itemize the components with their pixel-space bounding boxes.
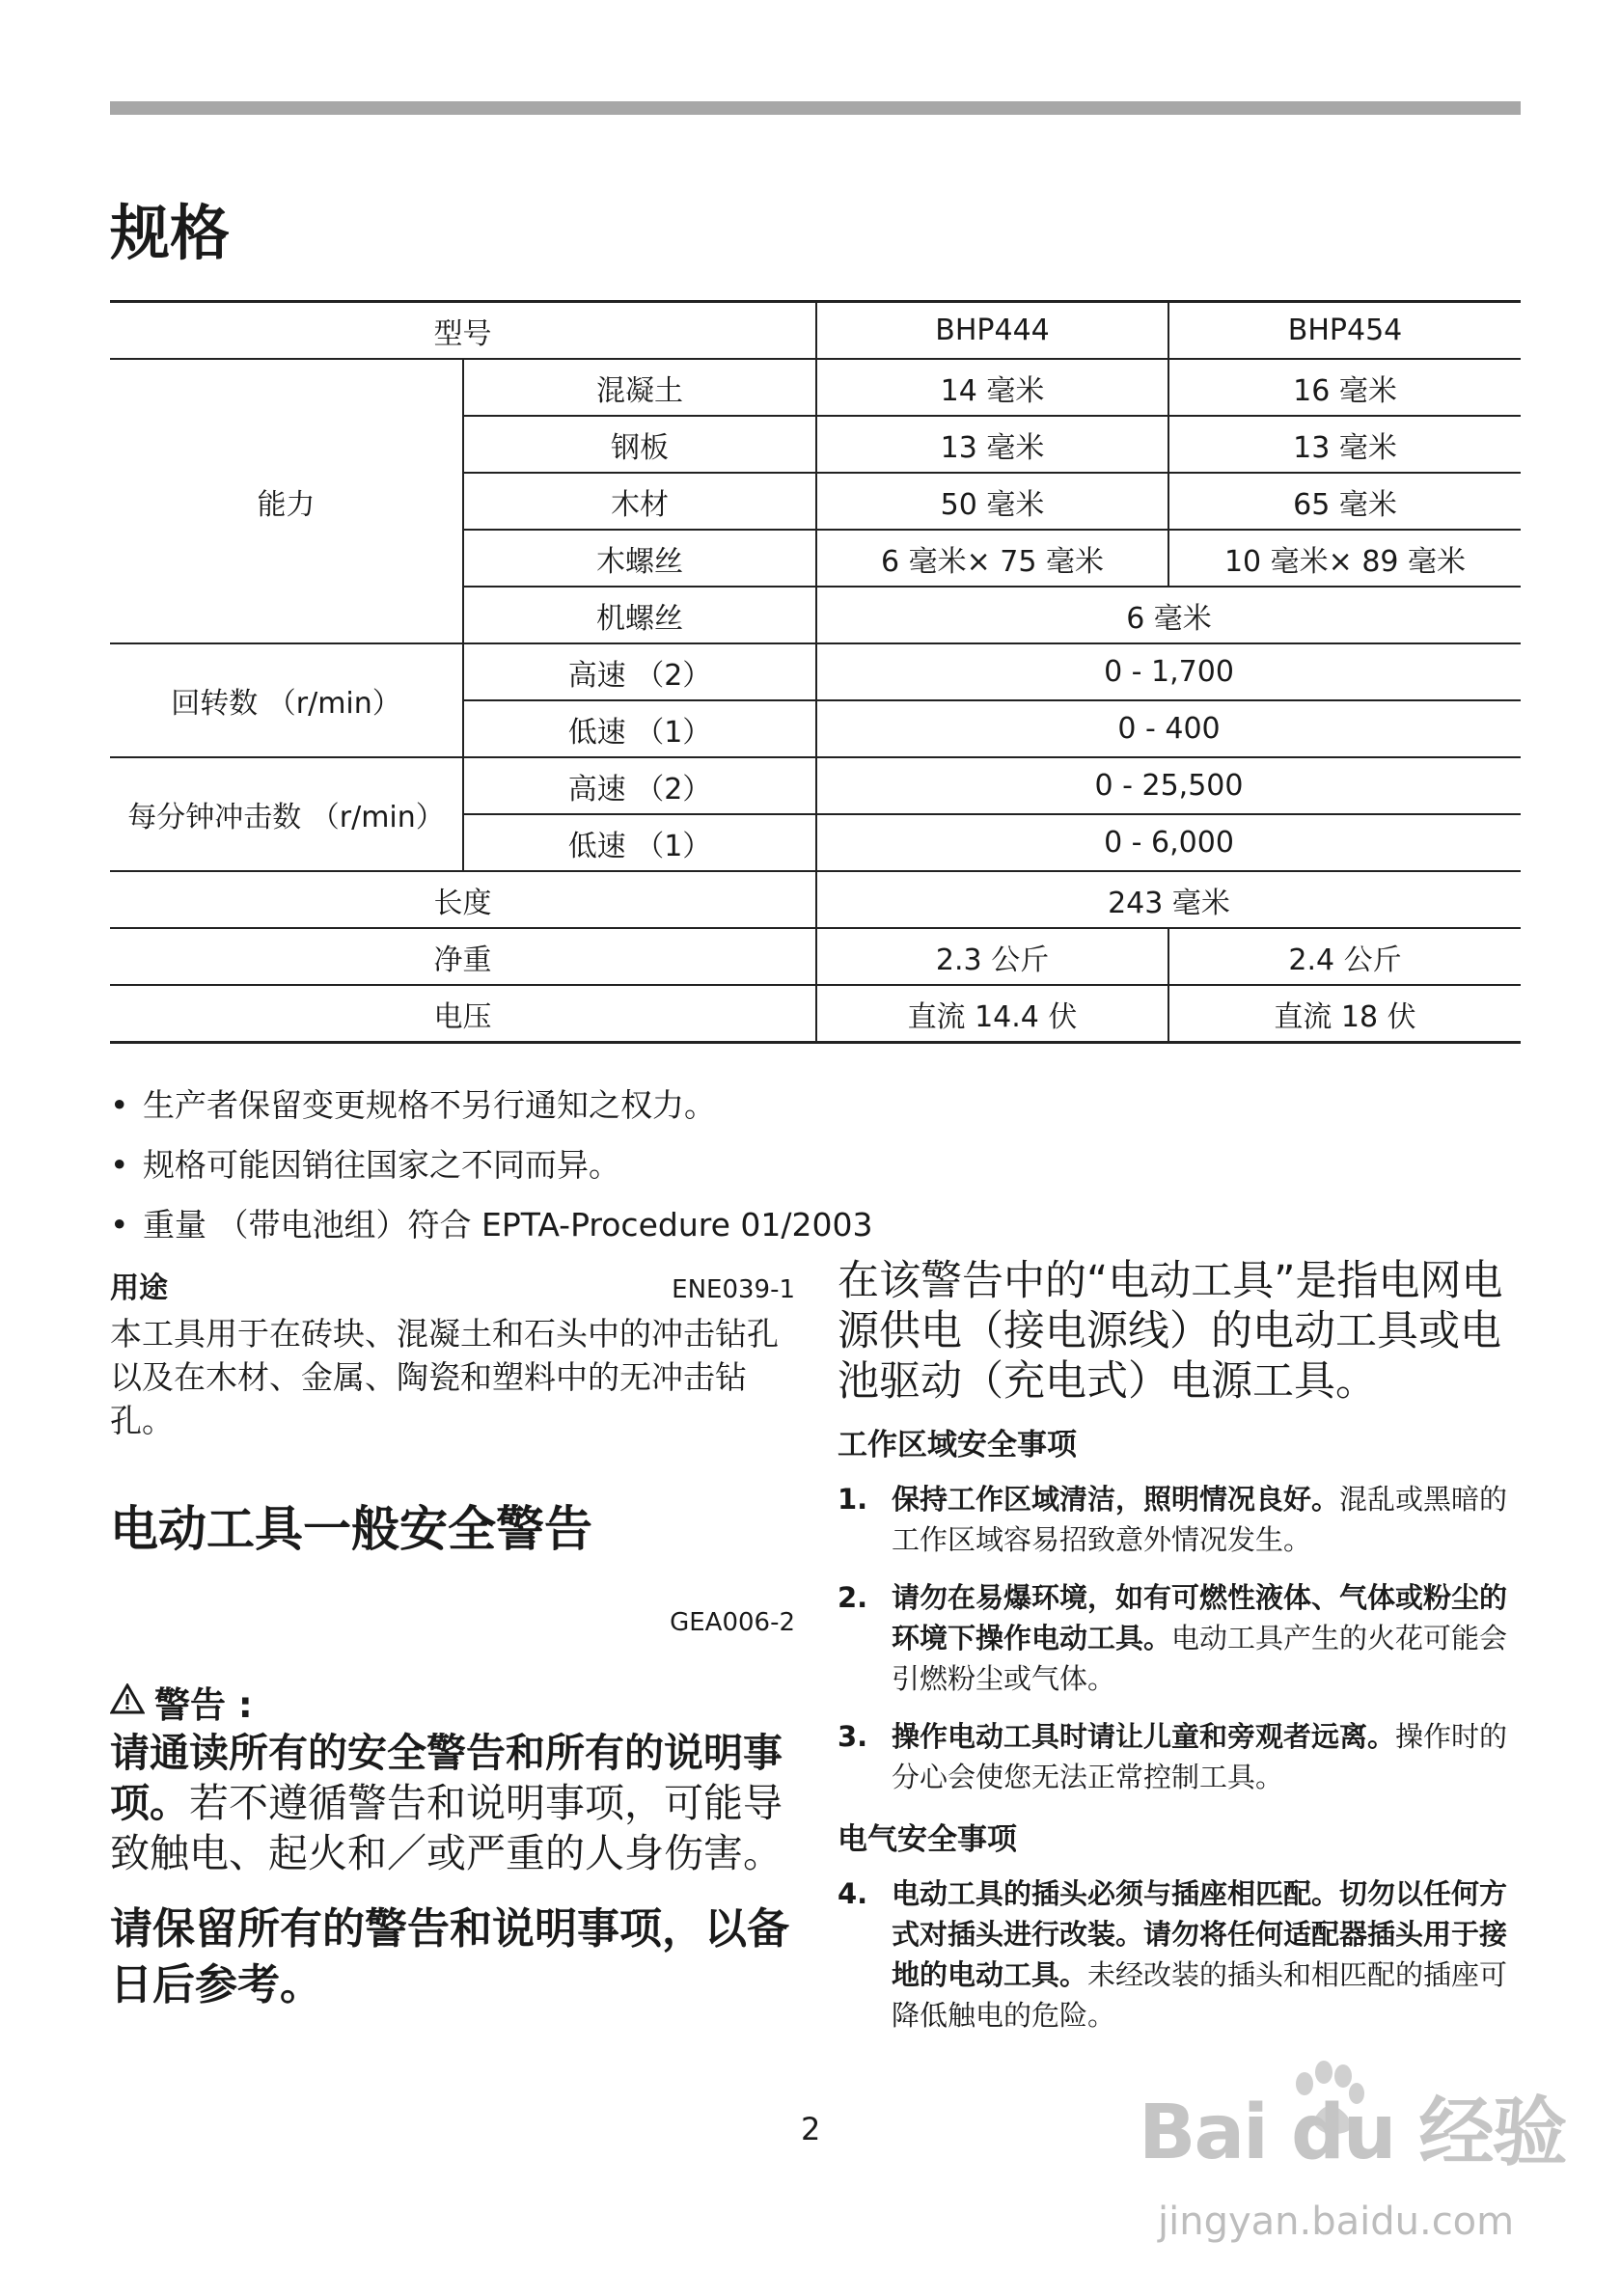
item-bold: 保持工作区域清洁，照明情况良好。 [892,1483,1340,1516]
table-row [110,928,1521,985]
item-rest: 未经改装的插头和相匹配的插座可降低触电的危险。 [892,1958,1508,2032]
capacity-value: 50 毫米 [816,473,1168,530]
capacity-value: 6 毫米 [816,587,1521,643]
list-item [838,1716,1525,1797]
model-1: BHP444 [816,302,1168,360]
capacity-value: 14 毫米 [816,359,1168,416]
capacity-item: 钢板 [463,416,816,473]
capacity-value: 65 毫米 [1168,473,1521,530]
list-item [838,1479,1525,1560]
usage-header [110,1264,795,1306]
capacity-value: 16 毫米 [1168,359,1521,416]
intro-text: 在该警告中的“电动工具”是指电网电源供电（接电源线）的电动工具或电池驱动（充电式）电源工具。 [838,1257,1503,1406]
item-rest: 混乱或黑暗的工作区域容易招致意外情况发生。 [892,1483,1508,1556]
voltage-value: 直流 18 伏 [1168,985,1521,1043]
usage-text: 本工具用于在砖块、混凝土和石头中的冲击钻孔以及在木材、金属、陶瓷和塑料中的无冲击钻孔。 [110,1315,779,1439]
table-row [110,757,1521,814]
speed-label: 高速 （2） [463,643,816,700]
list-item [110,1195,872,1255]
list-item [838,1873,1525,2036]
table-row [110,985,1521,1043]
ipm-label: 每分钟冲击数 （r/min） [110,757,463,871]
note-text: 重量 （带电池组）符合 EPTA-Procedure 01/2003 [143,1206,873,1244]
item-number: 2. [838,1581,868,1614]
spec-table [110,300,1521,1044]
capacity-value: 10 毫米× 89 毫米 [1168,530,1521,587]
left-column [110,1264,795,2013]
speed-label: 低速 （1） [463,700,816,757]
length-value: 243 毫米 [816,871,1521,928]
table-row [110,871,1521,928]
warning-rest: 若不遵循警告和说明事项，可能导致触电、起火和／或严重的人身伤害。 [110,1780,783,1876]
voltage-label: 电压 [110,985,816,1043]
item-number: 1. [838,1483,868,1516]
list-item [110,1076,872,1135]
item-rest: 操作时的分心会使您无法正常控制工具。 [892,1720,1508,1793]
spec-notes [110,1076,872,1255]
top-divider-bar [110,101,1521,115]
list-item [110,1135,872,1195]
watermark-url: jingyan.baidu.com [1158,2200,1515,2244]
weight-value: 2.3 公斤 [816,928,1168,985]
note-text: 规格可能因销往国家之不同而异。 [143,1146,620,1184]
list-item [838,1577,1525,1699]
item-bold: 操作电动工具时请让儿童和旁观者远离。 [892,1720,1396,1753]
capacity-item: 混凝土 [463,359,816,416]
capacity-value: 13 毫米 [816,416,1168,473]
rpm-value: 0 - 1,700 [816,643,1521,700]
capacity-value: 6 毫米× 75 毫米 [816,530,1168,587]
item-number: 4. [838,1877,868,1910]
ipm-value: 0 - 6,000 [816,814,1521,871]
page-number: 2 [801,2111,821,2147]
usage-heading: 用途 [110,1271,168,1305]
rpm-value: 0 - 400 [816,700,1521,757]
usage-code: ENE039-1 [672,1275,795,1304]
table-row [110,359,1521,416]
warning-bold: 请通读所有的安全警告和所有的说明事项。 [110,1730,783,1826]
warning-triangle-icon [110,1681,145,1723]
speed-label: 低速 （1） [463,814,816,871]
warning-text [110,1728,795,1878]
length-label: 长度 [110,871,816,928]
right-column [838,1256,1525,2053]
note-text: 生产者保留变更规格不另行通知之权力。 [143,1086,716,1124]
work-area-heading: 工作区域安全事项 [838,1428,1077,1462]
model-header: 型号 [110,302,816,360]
item-rest: 电动工具产生的火花可能会引燃粉尘或气体。 [892,1622,1508,1695]
weight-label: 净重 [110,928,816,985]
capacity-item: 木螺丝 [463,530,816,587]
capacity-label: 能力 [110,359,463,643]
warning-label-text: 警告 : [154,1684,253,1726]
rpm-label: 回转数 （r/min） [110,643,463,757]
table-row [110,302,1521,360]
model-2: BHP454 [1168,302,1521,360]
speed-label: 高速 （2） [463,757,816,814]
bullet: • [110,1086,129,1124]
watermark-logo: Bai du 经验 [1139,2090,1566,2176]
weight-value: 2.4 公斤 [1168,928,1521,985]
capacity-item: 木材 [463,473,816,530]
capacity-item: 机螺丝 [463,587,816,643]
baidu-watermark [1139,2055,1566,2267]
item-number: 3. [838,1720,868,1753]
voltage-value: 直流 14.4 伏 [816,985,1168,1043]
table-row [110,643,1521,700]
item-bold: 电动工具的插头必须与插座相匹配。切勿以任何方式对插头进行改装。请勿将任何适配器插头用于接地的电动工具。 [892,1877,1508,1991]
keep-instructions: 请保留所有的警告和说明事项，以备日后参考。 [110,1904,789,2009]
capacity-value: 13 毫米 [1168,416,1521,473]
electrical-heading: 电气安全事项 [838,1822,1017,1857]
bullet: • [110,1206,129,1244]
item-bold: 请勿在易爆环境，如有可燃性液体、气体或粉尘的环境下操作电动工具。 [892,1581,1508,1654]
page-title: 规格 [110,198,231,268]
bullet: • [110,1146,129,1184]
warning-label [110,1676,795,1728]
ipm-value: 0 - 25,500 [816,757,1521,814]
safety-heading: 电动工具一般安全警告 [110,1501,592,1557]
safety-code: GEA006-2 [670,1608,795,1637]
